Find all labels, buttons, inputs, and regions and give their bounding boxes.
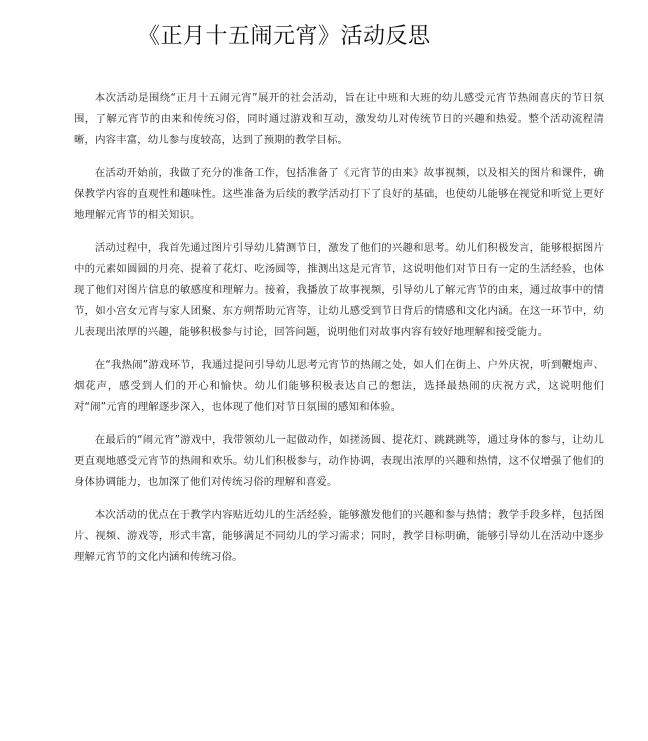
document-title: 《正月十五闹元宵》活动反思 bbox=[138, 24, 431, 49]
paragraph-summary: 本次活动的优点在于教学内容贴近幼儿的生活经验，能够激发他们的兴趣和参与热情；教学手段多样，包括图片、视频、游戏等，形式丰富，能够满足不同幼儿的学习需求；同时，教学目标明确，能够引导幼儿在活动中逐步理解元宵节的文化内涵和传统习俗。 bbox=[74, 509, 604, 563]
paragraph-intro: 本次活动是围绕“正月十五闹元宵”展开的社会活动，旨在让中班和大班的幼儿感受元宵节热闹喜庆的节日氛围，了解元宵节的由来和传统习俗，同时通过游戏和互动，激发幼儿对传统节日的兴趣和热爱。整个活动流程清晰，内容丰富，幼儿参与度较高，达到了预期的教学目标。 bbox=[74, 92, 604, 146]
paragraph-game-lively: 在“我热闹”游戏环节，我通过提问引导幼儿思考元宵节的热闹之处，如人们在街上、户外庆祝，听到鞭炮声、烟花声，感受到人们的开心和愉快。幼儿们能够积极表达自己的想法，选择最热闹的庆祝方式，这说明他们对“闹”元宵的理解逐步深入，也体现了他们对节日氛围的感知和体验。 bbox=[74, 359, 604, 413]
paragraph-game-final: 在最后的“闹元宵”游戏中，我带领幼儿一起做动作，如搓汤圆、提花灯、跳跳跳等，通过身体的参与，让幼儿更直观地感受元宵节的热闹和欢乐。幼儿们积极参与，动作协调，表现出浓厚的兴趣和热情，这不仅增强了他们的身体协调能力，也加深了他们对传统习俗的理解和喜爱。 bbox=[74, 434, 604, 488]
paragraph-preparation: 在活动开始前，我做了充分的准备工作，包括准备了《元宵节的由来》故事视频，以及相关的图片和课件，确保教学内容的直观性和趣味性。这些准备为后续的教学活动打下了良好的基础，也使幼儿能够在视觉和听觉上更好地理解元宵节的相关知识。 bbox=[74, 167, 604, 221]
paragraph-process: 活动过程中，我首先通过图片引导幼儿猜测节日，激发了他们的兴趣和思考。幼儿们积极发言，能够根据图片中的元素如圆圆的月亮、提着了花灯、吃汤圆等，推测出这是元宵节，这说明他们对节日有一定的生活经验，也体现了他们对图片信息的敏感度和理解力。接着，我播放了故事视频，引导幼儿了解元宵节的由来，通过故事中的情节，如小宫女元宵与家人团聚、东方朔帮助元宵等，让幼儿感受到节日背后的情感和文化内涵。在这一环节中，幼儿表现出浓厚的兴趣，能够积极参与讨论，回答问题，说明他们对故事内容有较好地理解和接受能力。 bbox=[74, 242, 604, 338]
